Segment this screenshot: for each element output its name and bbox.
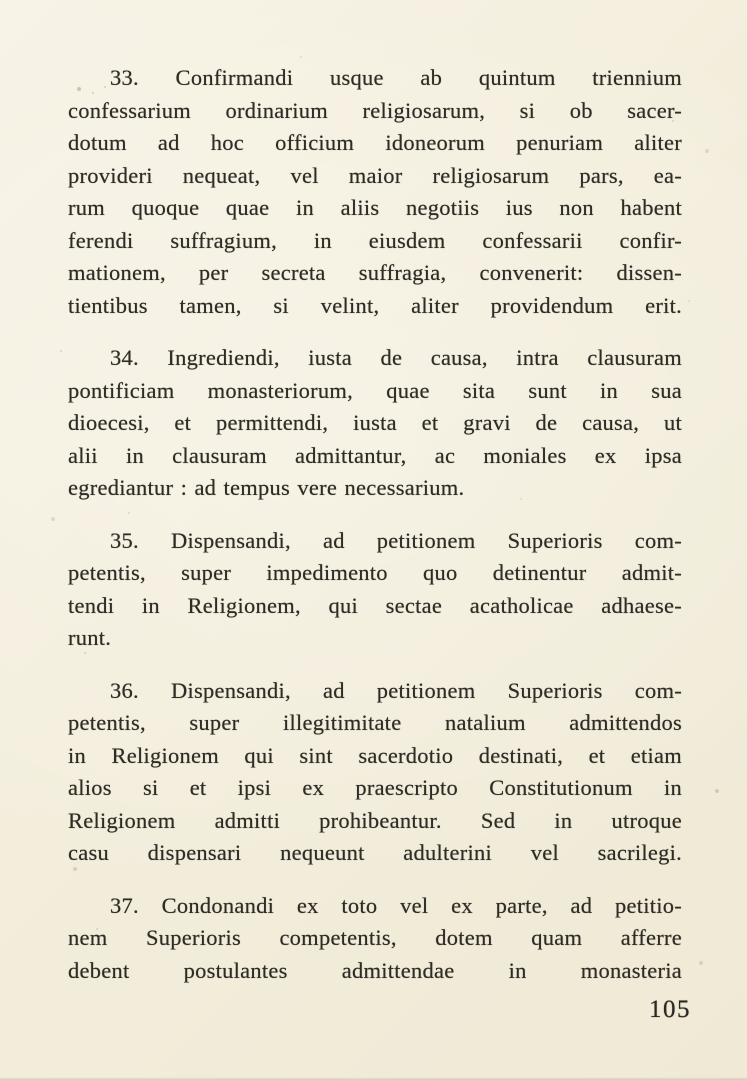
text-line: Religionem admitti prohibeantur. Sed in utroque (68, 807, 682, 833)
text-line: ferendi suffragium, in eiusdem confessarii confir- (68, 227, 682, 253)
text-line: alii in clausuram admittantur, ac moniales ex ipsa (68, 442, 682, 468)
text-line: 33. Confirmandi usque ab quintum triennium (110, 65, 682, 90)
text-line: petentis, super impedimento quo detinentur admit- (68, 560, 682, 585)
text-line: 36. Dispensandi, ad petitionem Superioris com- (110, 677, 682, 703)
text-line: in Religionem qui sint sacerdotio destinati, et etiam (68, 742, 682, 768)
text-line: tendi in Religionem, qui sectae acatholicae adhaese- (68, 592, 682, 618)
text-line: runt. (68, 625, 112, 650)
paragraph-34 (68, 342, 682, 505)
paragraph-33 (68, 62, 682, 322)
text-line: petentis, super illegitimitate natalium admittendos (68, 710, 682, 735)
text-line: provideri nequeat, vel maior religiosarum pars, ea- (68, 162, 682, 188)
text-line: tientibus tamen, si velint, aliter providendum erit. (68, 292, 682, 318)
text-line: casu dispensari nequeunt adulterini vel sacrilegi. (68, 840, 682, 865)
scan-noise (0, 0, 2, 2)
paragraph-35 (68, 525, 682, 655)
paragraph-36 (68, 675, 682, 870)
text-line: confessarium ordinarium religiosarum, si ob sacer- (68, 97, 682, 123)
text-line: 35. Dispensandi, ad petitionem Superioris com- (110, 527, 682, 553)
text-line: nem Superioris competentis, dotem quam afferre (68, 925, 682, 950)
page-number: 105 (649, 996, 691, 1023)
text-line: rum quoque quae in aliis negotiis ius non habent (68, 195, 682, 220)
text-line: dioecesi, et permittendi, iusta et gravi de causa, ut (68, 410, 682, 435)
text-line: dotum ad hoc officium idoneorum penuriam aliter (68, 130, 682, 155)
text-line: 37. Condonandi ex toto vel ex parte, ad petitio- (110, 892, 682, 918)
paragraph-37 (68, 890, 682, 988)
text-line: alios si et ipsi ex praescripto Constitutionum in (68, 775, 682, 800)
text-line: egrediantur : ad tempus vere necessarium. (68, 475, 465, 500)
text-line: mationem, per secreta suffragia, convenerit: dissen- (68, 260, 682, 285)
text-line: pontificiam monasteriorum, quae sita sunt in sua (68, 377, 682, 403)
text-block (68, 0, 682, 987)
text-line: debent postulantes admittendae in monasteria (68, 957, 682, 983)
text-line: 34. Ingrediendi, iusta de causa, intra clausuram (110, 345, 682, 370)
